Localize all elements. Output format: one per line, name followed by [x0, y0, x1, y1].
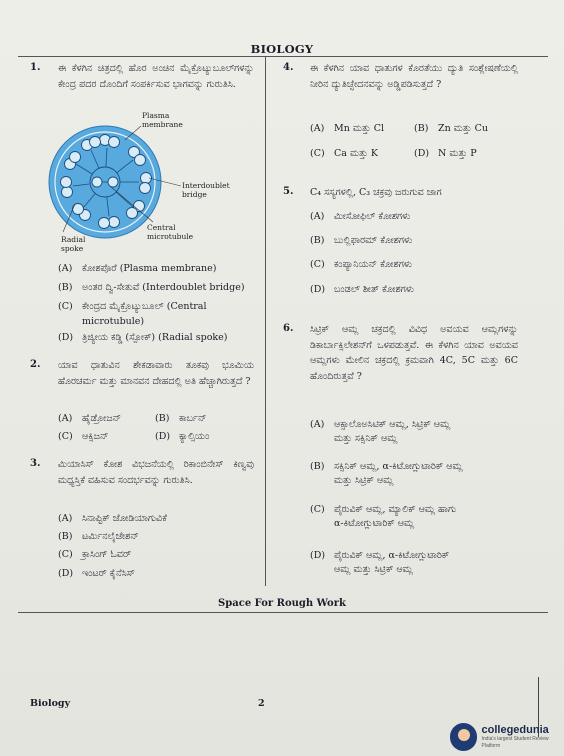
q6-option-b[interactable]	[310, 460, 463, 488]
central-microtubule-label: Central microtubule	[147, 223, 194, 241]
page-title: BIOLOGY	[250, 42, 314, 56]
option-text: ಕಾರ್ಬನ್	[179, 413, 207, 424]
q6-option-a[interactable]	[310, 418, 450, 446]
q1-option-c-continued	[58, 315, 144, 329]
option-text: ಕಂಪ್ಯಾನಿಯನ್ ಕೋಶಗಳು	[334, 259, 413, 270]
option-label: (B)	[58, 531, 73, 542]
q4-option-a[interactable]	[310, 122, 384, 136]
radial-spoke-label: Radial spoke	[61, 235, 86, 253]
q2-option-d[interactable]	[155, 430, 209, 444]
option-label: (C)	[310, 148, 325, 159]
option-label: (D)	[310, 284, 326, 295]
q3-option-c[interactable]	[58, 548, 131, 562]
q1-option-a[interactable]	[58, 262, 216, 276]
option-label: (D)	[58, 332, 74, 343]
rough-work-divider	[18, 612, 548, 613]
option-text: ಕ್ಯಾಲ್ಸಿಯಂ	[179, 431, 210, 442]
q4-option-c[interactable]	[310, 147, 378, 161]
question-6-number: 6.	[283, 323, 294, 334]
rough-work-heading: Space For Rough Work	[218, 598, 346, 609]
option-text: ಕ್ರಾಸಿಂಗ್ ಓವರ್	[82, 549, 132, 560]
footer-subject: Biology	[30, 698, 71, 709]
option-text: ಕೋಶಪೊರೆ (Plasma membrane)	[82, 263, 217, 274]
option-label: (D)	[414, 148, 430, 159]
option-label: (C)	[58, 549, 73, 560]
option-text: ಇಂಟರ್ ಕೈನೆಸಿಸ್	[82, 568, 135, 579]
option-text-line2: ಮತ್ತು ಸಿಟ್ರಿಕ್ ಆಮ್ಲ	[334, 475, 394, 486]
question-5-number: 5.	[283, 186, 294, 197]
brand-text-block	[482, 725, 564, 750]
option-text: ಕೇಂದ್ರದ ಮೈಕ್ರೊಟ್ಯುಬೂಲ್ (Central	[82, 301, 207, 312]
option-text: Ca ಮತ್ತು K	[334, 148, 378, 159]
option-text: ಬಂಡಲ್ ಶೀತ್ ಕೋಶಗಳು	[334, 284, 414, 295]
option-text: ಟರ್ಮಿನಲೈಜೇಶನ್	[82, 531, 139, 542]
question-1-text: ಈ ಕೆಳಗಿನ ಚಿತ್ರದಲ್ಲಿ ಹೊರ ಅಂಚಿನ ಮೈಕ್ರೊಟ್ಯುಬೂಲ್‍ಗಳನ್ನು ಕೇಂದ್ರ ಪದರ ದೊಂದಿಗೆ ಸಂಪರ್ಕಿಸುವ ಭಾಗವನ್ನು ಗುರುತಿಸಿ.	[58, 63, 254, 90]
q5-option-b[interactable]	[310, 234, 412, 248]
option-label: (D)	[155, 431, 171, 442]
question-2-number: 2.	[30, 359, 41, 370]
option-label: (B)	[414, 123, 429, 134]
option-text: ಅಂತರ ದ್ವಿ-ಸೇತುವೆ (Interdoublet bridge)	[82, 282, 245, 293]
page-number: 2	[258, 698, 265, 709]
question-3-number: 3.	[30, 458, 41, 469]
q5-option-a[interactable]	[310, 210, 410, 224]
question-1-number: 1.	[30, 62, 41, 73]
option-text-line2: ಆಮ್ಲ ಮತ್ತು ಸಿಟ್ರಿಕ್ ಆಮ್ಲ	[334, 564, 413, 575]
q4-option-d[interactable]	[414, 147, 477, 161]
option-label: (A)	[310, 123, 325, 134]
cilium-cross-section-diagram	[45, 111, 230, 262]
option-text: microtubule)	[82, 316, 145, 327]
q1-option-b[interactable]	[58, 281, 245, 295]
q1-option-c[interactable]	[58, 300, 207, 314]
q1-option-d[interactable]	[58, 331, 228, 345]
option-text: ತ್ರಿಜ್ಯೀಯ ಕಡ್ಡಿ (ಸ್ಪೋಕ್) (Radial spoke)	[82, 332, 228, 343]
option-text-line2: α-ಕಿಟೋಗ್ಲುಟಾರಿಕ್ ಆಮ್ಲ	[334, 518, 415, 529]
q2-option-b[interactable]	[155, 412, 206, 426]
column-divider	[265, 56, 266, 586]
question-2-text: ಯಾವ ಧಾತುವಿನ ಶೇಕಡಾವಾರು ತೂಕವು ಭೂಮಿಯ ಹೊರಚರ್ಮ ಮತ್ತು ಮಾನವನ ದೇಹದಲ್ಲಿ ಅತಿ ಹೆಚ್ಚಾಗಿರುತ್ತದೆ ?	[58, 360, 254, 387]
option-text: ಸಿನಾಪ್ಟಿಕ್ ಜೋಡಿಯಾಗುವಿಕೆ	[82, 513, 167, 524]
option-text: Mn ಮತ್ತು Cl	[334, 123, 385, 134]
question-5-text: C₄ ಸಸ್ಯಗಳಲ್ಲಿ, C₃ ಚಕ್ರವು ಜರುಗುವ ಜಾಗ	[310, 187, 442, 198]
option-label: (A)	[58, 263, 73, 274]
q3-option-d[interactable]	[58, 567, 135, 581]
option-label: (A)	[310, 419, 325, 430]
option-label: (A)	[310, 211, 325, 222]
option-text: ಹೈಡ್ರೋಜನ್	[82, 413, 121, 424]
option-text-line1: ಆಕ್ಸಾಲೊಅಸಿಟಿಕ್ ಆಮ್ಲ, ಸಿಟ್ರಿಕ್ ಆಮ್ಲ	[334, 419, 451, 430]
question-4-number: 4.	[283, 62, 294, 73]
option-text-line2: ಮತ್ತು ಸಕ್ಸಿನಿಕ್ ಆಮ್ಲ	[334, 433, 398, 444]
option-text-line1: ಪೈರುವಿಕ್ ಆಮ್ಲ, ಮ್ಯಾಲಿಕ್ ಆಮ್ಲ ಹಾಗು	[334, 504, 457, 515]
option-text-line1: ಪೈರುವಿಕ್ ಆಮ್ಲ, α-ಕಿಟೋಗ್ಲುಟಾರಿಕ್	[334, 550, 450, 561]
header-divider	[18, 56, 548, 57]
brand-watermark	[450, 718, 564, 756]
option-text: ಬುಲ್ಲಿಫಾರಮ್ ಕೋಶಗಳು	[334, 235, 413, 246]
option-label: (B)	[310, 461, 325, 472]
brand-tagline: India's largest Student Review Platform	[481, 735, 549, 749]
option-label: (D)	[58, 568, 74, 579]
option-label: (A)	[58, 513, 73, 524]
question-4-text: ಈ ಕೆಳಗಿನ ಯಾವ ಧಾತುಗಳ ಕೊರತೆಯು ದ್ಯುತಿ ಸಂಶ್ಲೇಷಣೆಯಲ್ಲಿ ನೀರಿನ ದ್ಯುತಿಚ್ಛೇದನವನ್ನು ಅಡ್ಡಿಪಡಿಸುತ್ತದೆ ?	[310, 63, 518, 90]
q6-option-d[interactable]	[310, 549, 449, 577]
option-label: (B)	[155, 413, 170, 424]
option-label: (C)	[310, 504, 325, 515]
interdoublet-bridge-label: Interdoublet bridge	[182, 181, 230, 199]
q3-option-a[interactable]	[58, 512, 167, 526]
option-label: (C)	[58, 301, 73, 312]
q3-option-b[interactable]	[58, 530, 139, 544]
option-text-line1: ಸಕ್ಸಿನಿಕ್ ಆಮ್ಲ, α-ಕಿಟೋಗ್ಲುಟಾರಿಕ್ ಆಮ್ಲ	[334, 461, 463, 472]
option-text: ಆಕ್ಸಿಜನ್	[82, 431, 109, 442]
option-label: (C)	[310, 259, 325, 270]
question-3-text: ಮಿಯಾಸಿಸ್ ಕೋಶ ವಿಭಜನೆಯಲ್ಲಿ ರಿಕಾಂಬಿನೇಸ್ ಕಿಣ್ವವು ಮಧ್ಯಸ್ತಿಕೆ ವಹಿಸುವ ಸಂದರ್ಭವನ್ನು ಗುರುತಿಸಿ.	[58, 459, 254, 486]
option-label: (B)	[310, 235, 325, 246]
q4-option-b[interactable]	[414, 122, 488, 136]
q2-option-a[interactable]	[58, 412, 121, 426]
plasma-membrane-label: Plasma membrane	[142, 111, 183, 129]
brand-logo-icon	[450, 723, 477, 751]
q5-option-c[interactable]	[310, 258, 412, 272]
q5-option-d[interactable]	[310, 283, 414, 297]
option-text: ಮೀಸೋಫಿಲ್ ಕೋಶಗಳು	[334, 211, 411, 222]
option-label: (D)	[310, 550, 326, 561]
brand-name: collegedunia	[481, 723, 549, 736]
option-label: (C)	[58, 431, 73, 442]
q2-option-c[interactable]	[58, 430, 108, 444]
q6-option-c[interactable]	[310, 503, 456, 531]
option-label: (A)	[58, 413, 73, 424]
option-text: Zn ಮತ್ತು Cu	[438, 123, 489, 134]
question-6-text: ಸಿಟ್ರಿಕ್ ಆಮ್ಲ ಚಕ್ರದಲ್ಲಿ ವಿವಿಧ ಅವಯವ ಆಮ್ಲಗಳನ್ನು ಡಿಕಾರ್ಬಾಕ್ಸಿಲೇಶನ್‍ಗೆ ಒಳಪಡುತ್ತವೆ. ಈ ಕೆಳಗಿನ ಯಾವ ಅವಯವ ಆಮ್ಲಗಳು ಮೇಲಿನ ಚಕ್ರದಲ್ಲಿ ಕ್ರಮವಾಗಿ 4C, 5C ಮತ್ತು 6C ಹೊಂದಿರುತ್ತವೆ ?	[310, 324, 518, 382]
option-text: N ಮತ್ತು P	[438, 148, 477, 159]
option-label: (B)	[58, 282, 73, 293]
